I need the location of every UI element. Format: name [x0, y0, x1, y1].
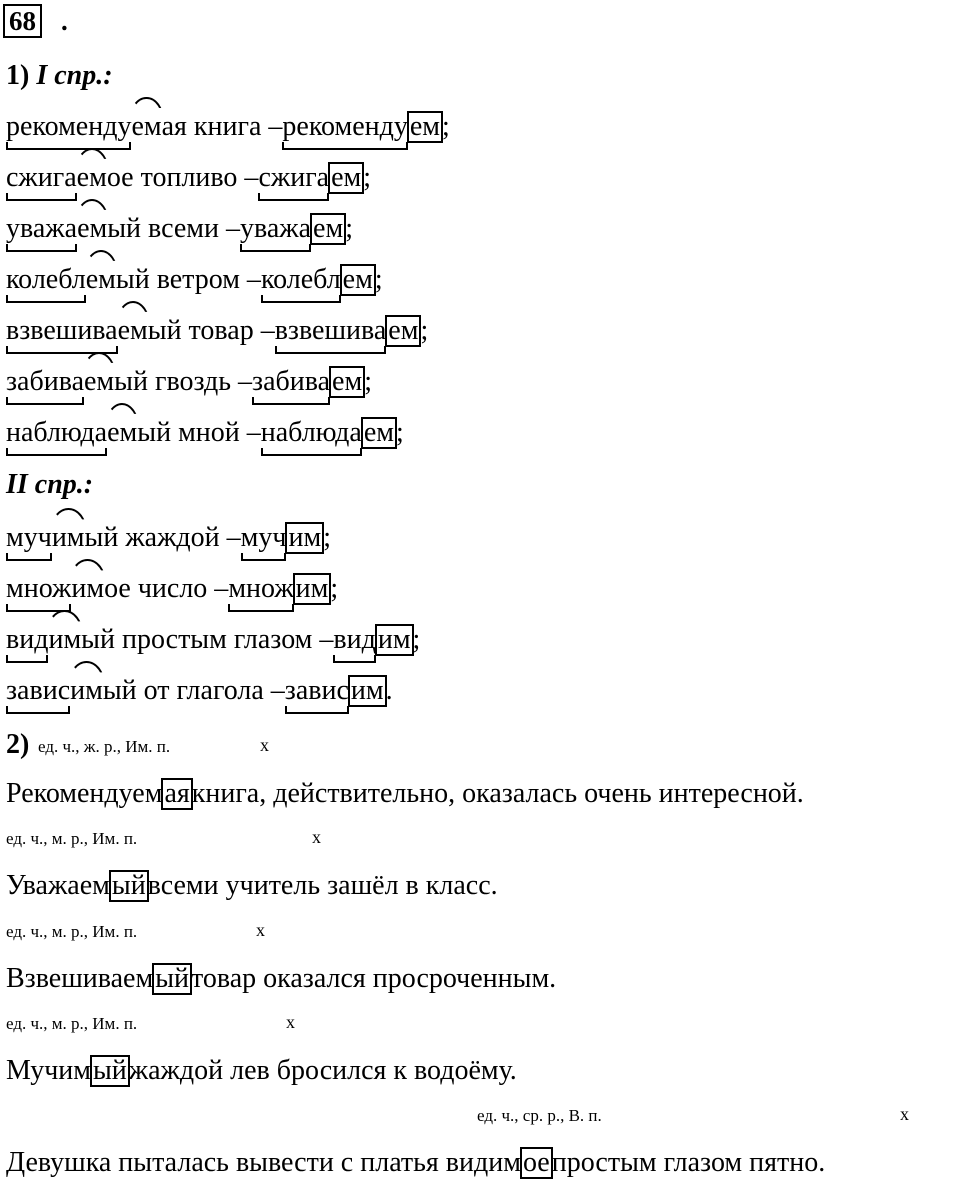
verb-root-segment: завис [284, 675, 349, 706]
ending-text: ый от глагола – [102, 675, 285, 706]
ending-text: ый простым глазом – [81, 624, 334, 655]
verb-root-segment: множ [228, 573, 294, 604]
suffix-segment: ем [85, 264, 116, 295]
suffix-segment: ем [76, 162, 107, 193]
ending-text: ый мной – [137, 417, 261, 448]
punctuation: ; [330, 573, 339, 604]
x-mark: х [256, 920, 265, 940]
verb-root-segment: сжига [258, 162, 330, 193]
conj1-line [6, 315, 428, 347]
x-mark: х [900, 1104, 909, 1124]
suffix-segment: ем [84, 366, 115, 397]
punctuation: ; [412, 624, 421, 655]
punctuation: ; [374, 264, 383, 295]
punctuation: ; [323, 522, 331, 553]
conj2-line [6, 675, 393, 707]
suffix-segment: ем [131, 111, 162, 142]
punctuation: ; [363, 162, 372, 193]
verb-ending-box: им [375, 624, 414, 656]
grammar-note: ед. ч., м. р., Им. п. [6, 922, 138, 941]
ending-text: ая книга – [161, 111, 283, 142]
part1-heading [6, 60, 113, 92]
sentence-start: Рекомендуем [6, 778, 163, 809]
verb-ending-box: им [285, 522, 324, 554]
root-segment: муч [6, 522, 52, 553]
verb-ending-box: ем [310, 213, 346, 245]
sentence-start: Девушка пыталась вывести с платья видим [6, 1147, 521, 1178]
root-segment: забива [6, 366, 84, 397]
conj1-line [6, 417, 404, 449]
verb-root-segment: взвешива [274, 315, 387, 346]
punctuation: ; [396, 417, 404, 448]
verb-ending-box: ем [328, 162, 364, 194]
exercise-number: 68 [3, 4, 42, 38]
punctuation: . [385, 675, 393, 706]
adjective-ending-box: ый [152, 963, 192, 995]
sentence [6, 870, 498, 902]
verb-root-segment: уважа [239, 213, 312, 244]
part1-label: 1) [6, 60, 30, 91]
adjective-ending-box: ое [520, 1147, 553, 1179]
sentence [6, 963, 556, 995]
verb-ending-box: ем [385, 315, 421, 347]
conj1-title: I спр.: [36, 60, 113, 91]
sentence-end: всеми учитель зашёл в класс. [147, 870, 498, 901]
x-mark: х [312, 827, 321, 847]
suffix-segment: им [48, 624, 82, 655]
ending-text: ое топливо – [106, 162, 259, 193]
suffix-segment: им [51, 522, 85, 553]
sentence-start: Уважаем [6, 870, 110, 901]
punctuation: ; [420, 315, 429, 346]
grammar-note: ед. ч., ср. р., В. п. [477, 1106, 602, 1125]
x-mark: х [286, 1012, 295, 1032]
verb-root-segment: рекоменду [282, 111, 408, 142]
suffix-segment: ем [117, 315, 148, 346]
ending-text: ый товар – [147, 315, 275, 346]
adjective-ending-box: ая [161, 778, 192, 810]
root-segment: вид [6, 624, 49, 655]
verb-root-segment: муч [240, 522, 287, 553]
sentence-start: Мучим [6, 1055, 91, 1086]
root-segment: взвешива [6, 315, 118, 346]
verb-root-segment: колебл [260, 264, 341, 295]
suffix-segment: им [70, 675, 103, 706]
adjective-ending-box: ый [109, 870, 149, 902]
verb-root-segment: вид [333, 624, 376, 655]
root-segment: рекоменду [6, 111, 132, 142]
root-segment: уважа [6, 213, 78, 244]
conj1-line [6, 213, 353, 245]
verb-ending-box: им [348, 675, 387, 707]
sentence [6, 1147, 825, 1179]
conj1-line [6, 264, 383, 296]
ending-text: ый ветром – [115, 264, 261, 295]
root-segment: наблюда [6, 417, 108, 448]
verb-ending-box: ем [361, 417, 397, 449]
punctuation: ; [442, 111, 450, 142]
verb-ending-box: ем [340, 264, 376, 296]
ending-text: ый всеми – [107, 213, 240, 244]
conj2-line [6, 624, 420, 656]
conj2-heading [6, 469, 93, 501]
sentence-end: простым глазом пятно. [551, 1147, 826, 1178]
part2-label: 2) [6, 729, 30, 760]
punctuation: ; [364, 366, 372, 397]
conj2-line [6, 573, 338, 605]
conj2-line [6, 522, 331, 554]
sentence-start: Взвешиваем [6, 963, 154, 994]
verb-root-segment: забива [252, 366, 331, 397]
suffix-segment: им [71, 573, 105, 604]
conj1-line [6, 111, 450, 143]
ending-text: ый гвоздь – [114, 366, 253, 397]
grammar-note: ед. ч., м. р., Им. п. [6, 829, 138, 848]
suffix-segment: ем [77, 213, 108, 244]
ending-text: ое число – [104, 573, 229, 604]
conj1-line [6, 366, 372, 398]
conj1-line [6, 162, 371, 194]
sentence-end: жаждой лев бросился к водоёму. [128, 1055, 517, 1086]
root-segment: колебл [6, 264, 86, 295]
ending-text: ый жаждой – [84, 522, 241, 553]
verb-ending-box: ем [407, 111, 443, 143]
verb-ending-box: им [293, 573, 332, 605]
sentence [6, 778, 804, 810]
suffix-segment: ем [107, 417, 138, 448]
sentence [6, 1055, 517, 1087]
conj2-title: II спр.: [6, 469, 94, 500]
sentence-end: товар оказался просроченным. [191, 963, 557, 994]
punctuation: ; [345, 213, 353, 244]
root-segment: множ [6, 573, 72, 604]
adjective-ending-box: ый [90, 1055, 130, 1087]
grammar-note: ед. ч., м. р., Им. п. [6, 1014, 138, 1033]
exercise-number-dot: . [61, 6, 68, 36]
sentence-end: книга, действительно, оказалась очень интересной. [191, 778, 804, 809]
root-segment: завис [6, 675, 71, 706]
x-mark: х [260, 735, 269, 755]
verb-root-segment: наблюда [260, 417, 362, 448]
grammar-note: ед. ч., ж. р., Им. п. [38, 737, 171, 756]
root-segment: сжига [6, 162, 77, 193]
verb-ending-box: ем [329, 366, 365, 398]
